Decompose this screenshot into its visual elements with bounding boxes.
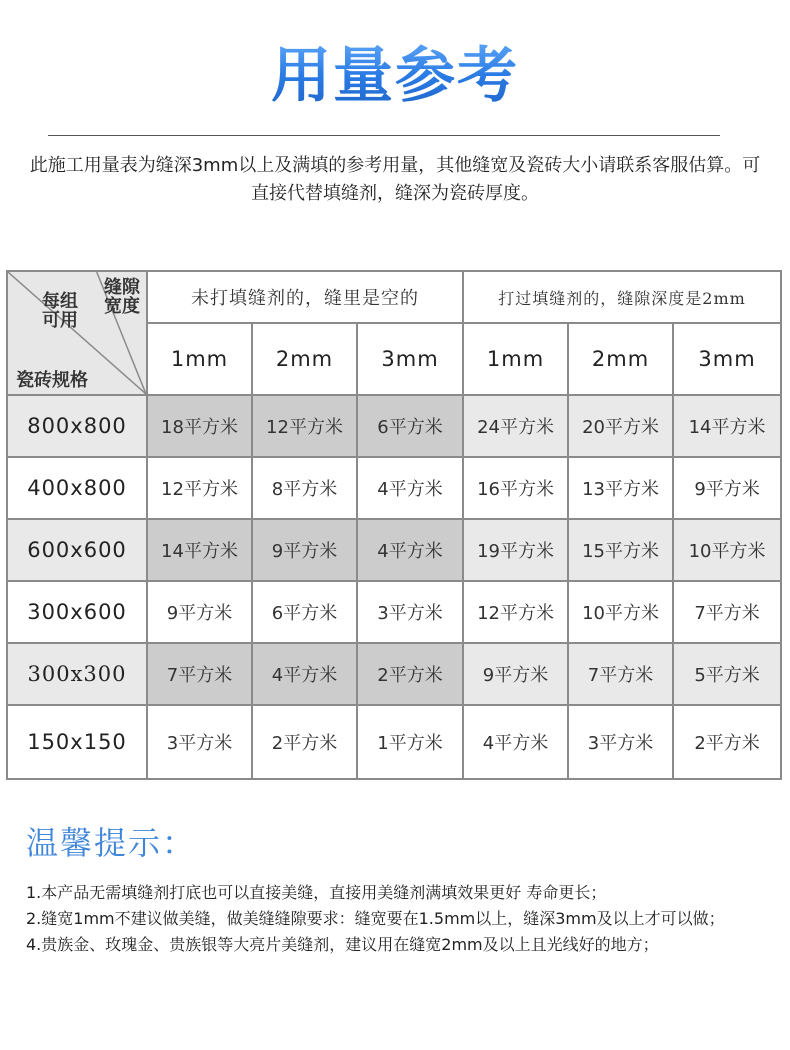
usage-cell: 9平方米 [147,581,252,643]
usage-cell: 8平方米 [252,457,357,519]
table-row [7,705,781,779]
usage-cell: 15平方米 [568,519,673,581]
usage-cell: 2平方米 [252,705,357,779]
usage-cell: 9平方米 [463,643,568,705]
usage-cell: 3平方米 [568,705,673,779]
table-corner-header [7,271,147,395]
table-row [7,457,781,519]
usage-cell: 18平方米 [147,395,252,457]
width-header: 1mm [147,323,252,395]
corner-usage-label: 每组可用 [42,291,78,331]
group-header-unfilled: 未打填缝剂的，缝里是空的 [147,271,463,323]
usage-cell: 12平方米 [147,457,252,519]
usage-cell: 2平方米 [673,705,781,779]
usage-table [6,270,782,780]
page-title: 用量参考 [0,28,790,114]
usage-cell: 24平方米 [463,395,568,457]
usage-cell: 12平方米 [463,581,568,643]
tile-spec-cell: 600x600 [7,519,147,581]
usage-cell: 4平方米 [252,643,357,705]
title-divider [48,135,720,136]
usage-cell: 16平方米 [463,457,568,519]
usage-cell: 4平方米 [463,705,568,779]
group-header-filled: 打过填缝剂的，缝隙深度是2mm [463,271,781,323]
table-row [7,519,781,581]
usage-cell: 10平方米 [673,519,781,581]
table-row [7,395,781,457]
usage-cell: 3平方米 [147,705,252,779]
intro-text: 此施工用量表为缝深3mm以上及满填的参考用量，其他缝宽及瓷砖大小请联系客服估算。可直接代替填缝剂，缝深为瓷砖厚度。 [29,155,761,204]
usage-cell: 14平方米 [147,519,252,581]
usage-cell: 5平方米 [673,643,781,705]
tile-spec-cell: 300x300 [7,643,147,705]
usage-cell: 10平方米 [568,581,673,643]
width-header: 3mm [357,323,463,395]
usage-cell: 6平方米 [252,581,357,643]
tip-item: 1.本产品无需填缝剂打底也可以直接美缝，直接用美缝剂满填效果更好 寿命更长； [26,883,607,902]
usage-cell: 14平方米 [673,395,781,457]
tile-spec-cell: 400x800 [7,457,147,519]
usage-cell: 3平方米 [357,581,463,643]
tips-heading: 温馨提示： [26,824,197,862]
tile-spec-cell: 300x600 [7,581,147,643]
width-header: 3mm [673,323,781,395]
usage-cell: 1平方米 [357,705,463,779]
usage-cell: 2平方米 [357,643,463,705]
tile-spec-cell: 150x150 [7,705,147,779]
width-header: 2mm [568,323,673,395]
corner-tile-spec-label: 瓷砖规格 [16,370,88,391]
usage-cell: 7平方米 [673,581,781,643]
usage-cell: 19平方米 [463,519,568,581]
width-header: 1mm [463,323,568,395]
usage-cell: 20平方米 [568,395,673,457]
usage-cell: 7平方米 [147,643,252,705]
tip-item: 4.贵族金、玫瑰金、贵族银等大亮片美缝剂，建议用在缝宽2mm及以上且光线好的地方； [26,935,659,954]
tile-spec-cell: 800x800 [7,395,147,457]
usage-cell: 4平方米 [357,457,463,519]
usage-cell: 7平方米 [568,643,673,705]
usage-cell: 6平方米 [357,395,463,457]
tips-list [26,880,766,958]
corner-gap-width-label: 缝隙宽度 [104,277,140,317]
table-row [7,643,781,705]
usage-cell: 9平方米 [673,457,781,519]
table-row [7,581,781,643]
usage-cell: 9平方米 [252,519,357,581]
width-header: 2mm [252,323,357,395]
usage-cell: 13平方米 [568,457,673,519]
usage-cell: 4平方米 [357,519,463,581]
usage-cell: 12平方米 [252,395,357,457]
tip-item: 2.缝宽1mm不建议做美缝，做美缝缝隙要求：缝宽要在1.5mm以上，缝深3mm及以上才可以做； [26,909,725,928]
